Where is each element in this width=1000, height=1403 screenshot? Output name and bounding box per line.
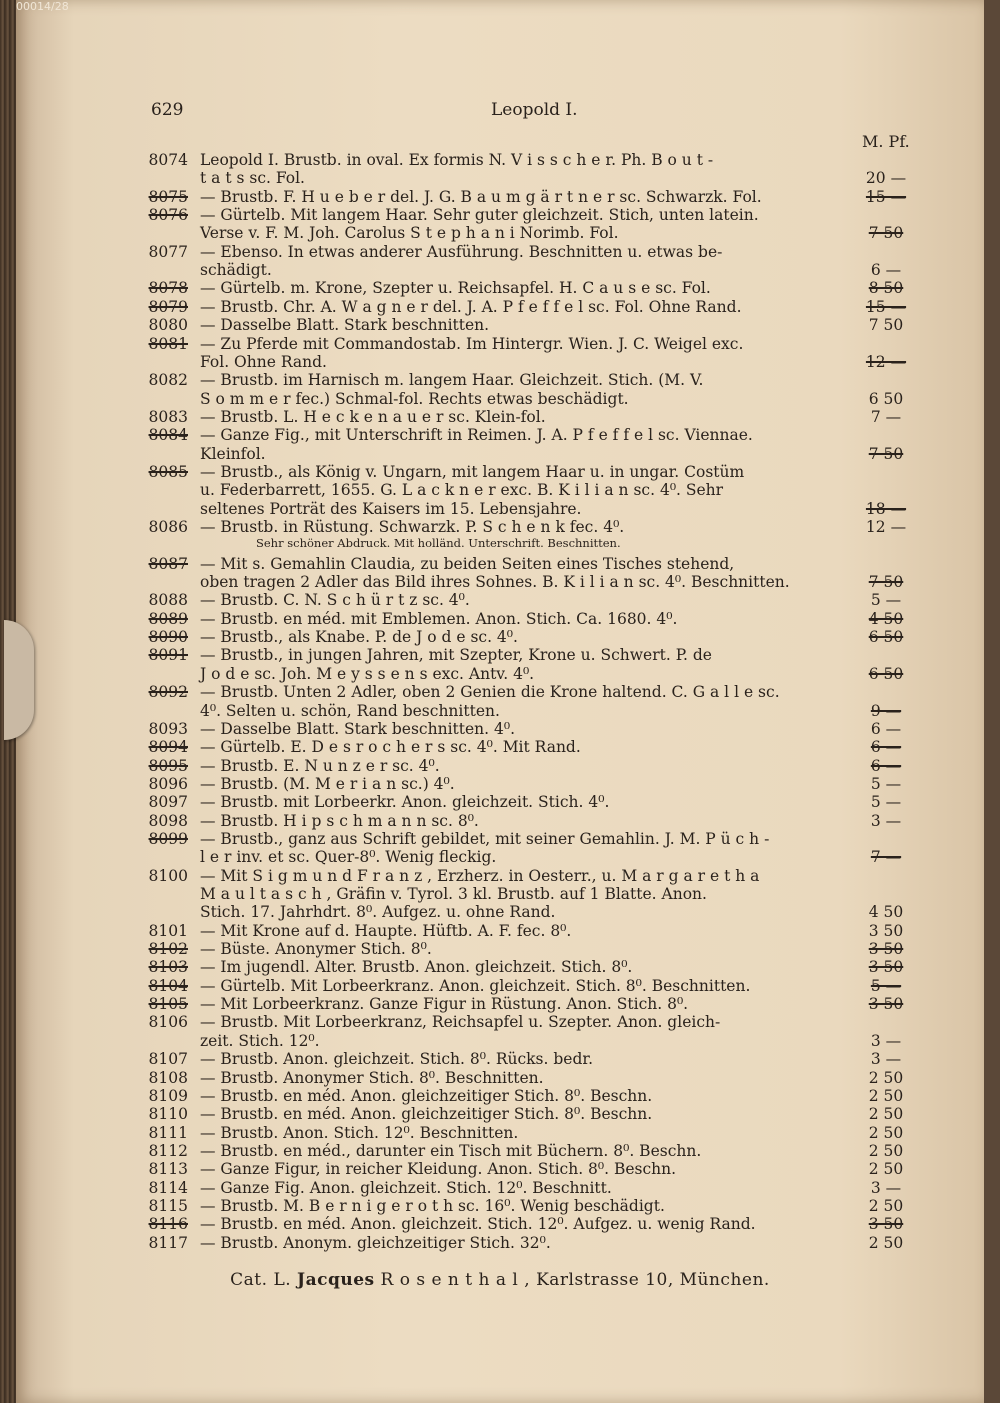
entry-description: — Brustb., in jungen Jahren, mit Szepter, Krone u. Schwert. P. de <box>200 646 712 665</box>
entry-description: — Brustb. en méd. Anon. gleichzeitiger Stich. 8⁰. Beschn. <box>200 1086 653 1105</box>
catalog-entry-line <box>16 775 984 794</box>
entry-description: — Brustb. en méd., darunter ein Tisch mit Büchern. 8⁰. Beschn. <box>200 1141 702 1160</box>
catalog-entry-line <box>16 500 984 519</box>
entry-price: 6 50 <box>868 389 904 408</box>
entry-price: 6 — <box>870 261 902 280</box>
entry-price: 6 50 <box>868 628 904 647</box>
entry-price: 15 — <box>865 187 907 206</box>
entry-number: 8075 <box>148 187 188 206</box>
catalog-entry-line <box>16 1215 984 1234</box>
entry-number: 8109 <box>148 1086 188 1105</box>
entry-number: 8111 <box>148 1123 188 1142</box>
entry-description: — Ganze Fig. Anon. gleichzeit. Stich. 12⁰. Beschnitt. <box>200 1178 612 1197</box>
entry-description: — Brustb. en méd. mit Emblemen. Anon. Stich. Ca. 1680. 4⁰. <box>200 609 678 628</box>
entry-number: 8112 <box>148 1141 188 1160</box>
entry-number: 8097 <box>148 793 188 812</box>
catalog-entry-line <box>16 867 984 886</box>
catalog-entry-line <box>16 1105 984 1124</box>
entry-description: — Mit Krone auf d. Haupte. Hüftb. A. F. fec. 8⁰. <box>200 921 572 940</box>
entry-description: — Gürtelb. Mit Lorbeerkranz. Anon. gleichzeit. Stich. 8⁰. Beschnitten. <box>200 976 751 995</box>
entry-number: 8107 <box>148 1050 188 1069</box>
entry-number: 8113 <box>148 1160 188 1179</box>
catalog-entry-line <box>16 1142 984 1161</box>
entry-description: seltenes Porträt des Kaisers im 15. Lebensjahre. <box>200 499 582 518</box>
entry-description: — Brustb., als Knabe. P. de J o d e sc. 4⁰. <box>200 628 518 647</box>
catalog-entry-line <box>16 261 984 280</box>
catalog-entry-line <box>16 555 984 574</box>
entry-price: 3 50 <box>868 921 904 940</box>
entry-price: 3 — <box>870 1050 902 1069</box>
catalog-entry-line <box>16 426 984 445</box>
catalog-entry-line <box>16 1179 984 1198</box>
entry-price: 3 50 <box>868 940 904 959</box>
entry-price: 15 — <box>865 297 907 316</box>
entry-number: 8077 <box>148 242 188 261</box>
catalog-entry-line <box>16 977 984 996</box>
entry-price: 6 — <box>870 738 902 757</box>
entry-price: 2 50 <box>868 1196 904 1215</box>
entry-description: — Ganze Fig., mit Unterschrift in Reimen. J. A. P f e f f e l sc. Viennae. <box>200 426 753 445</box>
entry-description: — Mit S i g m u n d F r a n z , Erzherz. in Oesterr., u. M a r g a r e t h a <box>200 866 760 885</box>
catalog-entry-line <box>16 463 984 482</box>
entry-number: 8088 <box>148 591 188 610</box>
entry-price: 3 50 <box>868 995 904 1014</box>
entry-description: — Dasselbe Blatt. Stark beschnitten. 4⁰. <box>200 719 515 738</box>
entry-description: — Brustb. Anonymer Stich. 8⁰. Beschnitten. <box>200 1068 544 1087</box>
entry-number: 8083 <box>148 407 188 426</box>
entry-number: 8076 <box>148 206 188 225</box>
entry-description: oben tragen 2 Adler das Bild ihres Sohnes. B. K i l i a n sc. 4⁰. Beschnitten. <box>200 573 790 592</box>
entry-description: — Brustb. Mit Lorbeerkranz, Reichsapfel u. Szepter. Anon. gleich- <box>200 1013 721 1032</box>
entry-number: 8100 <box>148 866 188 885</box>
entry-description: t a t s sc. Fol. <box>200 169 305 188</box>
entry-description: — Büste. Anonymer Stich. 8⁰. <box>200 940 432 959</box>
entry-price: 2 50 <box>868 1123 904 1142</box>
entry-price: 7 50 <box>868 444 904 463</box>
catalog-entry-line <box>16 830 984 849</box>
entry-price: 5 — <box>870 774 902 793</box>
entry-number: 8080 <box>148 316 188 335</box>
entry-number: 8086 <box>148 518 188 536</box>
entry-number: 8108 <box>148 1068 188 1087</box>
entry-description: Stich. 17. Jahrhdrt. 8⁰. Aufgez. u. ohne Rand. <box>200 903 556 922</box>
currency-heading: M. Pf. <box>862 132 910 151</box>
entry-price: 5 — <box>870 591 902 610</box>
entry-price: 6 50 <box>868 664 904 683</box>
entry-number: 8098 <box>148 811 188 830</box>
catalog-page <box>16 0 984 1403</box>
entry-number: 8090 <box>148 628 188 647</box>
entry-price: 7 50 <box>868 316 904 335</box>
entry-description: — Im jugendl. Alter. Brustb. Anon. gleichzeit. Stich. 8⁰. <box>200 958 633 977</box>
entry-number: 8074 <box>148 151 188 169</box>
entry-number: 8106 <box>148 1013 188 1032</box>
entry-number: 8084 <box>148 426 188 445</box>
entry-number: 8085 <box>148 462 188 481</box>
entry-price: 3 — <box>870 1178 902 1197</box>
entry-description: — Brustb. L. H e c k e n a u e r sc. Klein-fol. <box>200 407 546 426</box>
entry-number: 8093 <box>148 719 188 738</box>
catalog-entry-line <box>16 243 984 262</box>
entry-price: 2 50 <box>868 1160 904 1179</box>
entry-description: — Gürtelb. Mit langem Haar. Sehr guter gleichzeit. Stich, unten latein. <box>200 206 759 225</box>
catalog-entry-line <box>16 518 984 537</box>
catalog-entry-line <box>16 665 984 684</box>
catalog-entry-line <box>16 1013 984 1032</box>
entry-price: 12 — <box>865 352 907 371</box>
catalog-entry-line <box>16 646 984 665</box>
entry-price: 6 — <box>870 756 902 775</box>
entry-number: 8089 <box>148 609 188 628</box>
catalog-entry-line <box>16 316 984 335</box>
entry-description: — Brustb. en méd. Anon. gleichzeit. Stich. 12⁰. Aufgez. u. wenig Rand. <box>200 1215 756 1234</box>
entry-description: — Brustb. mit Lorbeerkr. Anon. gleichzeit. Stich. 4⁰. <box>200 793 610 812</box>
catalog-footer <box>16 1270 984 1290</box>
entry-number: 8101 <box>148 921 188 940</box>
entry-price: 12 — <box>865 518 907 536</box>
entry-number: 8095 <box>148 756 188 775</box>
entry-description: 4⁰. Selten u. schön, Rand beschnitten. <box>200 701 500 720</box>
entry-description: Verse v. F. M. Joh. Carolus S t e p h a n i Norimb. Fol. <box>200 224 619 243</box>
entry-description: — Brustb., ganz aus Schrift gebildet, mit seiner Gemahlin. J. M. P ü c h - <box>200 829 770 848</box>
entry-price: 2 50 <box>868 1086 904 1105</box>
entry-note: Sehr schöner Abdruck. Mit holländ. Unterschrift. Beschnitten. <box>256 536 621 551</box>
entry-price: 2 50 <box>868 1233 904 1252</box>
entry-description: — Brustb. F. H u e b e r del. J. G. B a u m g ä r t n e r sc. Schwarzk. Fol. <box>200 187 762 206</box>
entry-price: 9 — <box>870 701 902 720</box>
entry-price: 3 — <box>870 811 902 830</box>
entry-price: 5 — <box>870 793 902 812</box>
entry-number: 8104 <box>148 976 188 995</box>
entry-description: — Brustb. E. N u n z e r sc. 4⁰. <box>200 756 440 775</box>
entry-number: 8078 <box>148 279 188 298</box>
entry-description: u. Federbarrett, 1655. G. L a c k n e r exc. B. K i l i a n sc. 4⁰. Sehr <box>200 481 724 500</box>
catalog-entry-line <box>16 224 984 243</box>
entry-description: l e r inv. et sc. Quer-8⁰. Wenig fleckig. <box>200 848 497 867</box>
catalog-entry-line <box>16 481 984 500</box>
entry-number: 8081 <box>148 334 188 353</box>
entry-price: 6 — <box>870 719 902 738</box>
entry-description: — Ebenso. In etwas anderer Ausführung. Beschnitten u. etwas be- <box>200 242 723 261</box>
entry-number: 8105 <box>148 995 188 1014</box>
entry-number: 8110 <box>148 1105 188 1124</box>
corner-label: 00014/28 <box>16 0 69 13</box>
entry-description: — Brustb. Anonym. gleichzeitiger Stich. 32⁰. <box>200 1233 551 1252</box>
entry-number: 8096 <box>148 774 188 793</box>
catalog-entry-line <box>16 169 984 188</box>
catalog-entry-line <box>16 848 984 867</box>
entry-price: 7 50 <box>868 224 904 243</box>
catalog-entry-line <box>16 1069 984 1088</box>
entry-price: 2 50 <box>868 1105 904 1124</box>
catalog-entry-line <box>16 206 984 225</box>
entry-description: S o m m e r fec.) Schmal-fol. Rechts etwas beschädigt. <box>200 389 629 408</box>
entry-price: 2 50 <box>868 1068 904 1087</box>
entry-description: — Ganze Figur, in reicher Kleidung. Anon. Stich. 8⁰. Beschn. <box>200 1160 677 1179</box>
catalog-entry-line <box>16 188 984 207</box>
catalog-entry-line <box>16 298 984 317</box>
catalog-entry-line <box>16 702 984 721</box>
catalog-entry-line <box>16 610 984 629</box>
page-number: 629 <box>151 100 184 120</box>
catalog-entry-line <box>16 995 984 1014</box>
catalog-entry-line <box>16 1087 984 1106</box>
catalog-entry-line <box>16 1160 984 1179</box>
entry-price: 3 50 <box>868 958 904 977</box>
entry-price: 20 — <box>865 169 907 188</box>
catalog-entry-line <box>16 1032 984 1051</box>
entry-description: — Brustb. Unten 2 Adler, oben 2 Genien die Krone haltend. C. G a l l e sc. <box>200 683 780 702</box>
catalog-entry-line <box>16 793 984 812</box>
entry-description: — Brustb. C. N. S c h ü r t z sc. 4⁰. <box>200 591 470 610</box>
entry-number: 8087 <box>148 554 188 573</box>
entry-description: schädigt. <box>200 261 272 280</box>
entry-number: 8092 <box>148 683 188 702</box>
catalog-entry-line <box>16 1050 984 1069</box>
entry-number: 8091 <box>148 646 188 665</box>
entry-description: — Brustb. Anon. gleichzeit. Stich. 8⁰. Rücks. bedr. <box>200 1050 594 1069</box>
catalog-entry-line <box>16 885 984 904</box>
paper-clip <box>4 620 34 740</box>
catalog-entry-line <box>16 390 984 409</box>
entry-price: 18 — <box>865 499 907 518</box>
entry-number: 8115 <box>148 1196 188 1215</box>
entry-description: — Gürtelb. E. D e s r o c h e r s sc. 4⁰. Mit Rand. <box>200 738 581 757</box>
catalog-entry-line <box>16 536 984 555</box>
footer-name: Jacques <box>297 1270 375 1290</box>
catalog-entry-line <box>16 720 984 739</box>
entry-description: — Gürtelb. m. Krone, Szepter u. Reichsapfel. H. C a u s e sc. Fol. <box>200 279 711 298</box>
entry-number: 8117 <box>148 1233 188 1252</box>
catalog-entry-line <box>16 591 984 610</box>
entry-description: — Brustb. en méd. Anon. gleichzeitiger Stich. 8⁰. Beschn. <box>200 1105 653 1124</box>
entry-price: 7 — <box>870 848 902 867</box>
entry-price: 5 — <box>870 976 902 995</box>
entry-description: — Brustb. (M. M e r i a n sc.) 4⁰. <box>200 774 455 793</box>
entry-description: — Brustb. Anon. Stich. 12⁰. Beschnitten. <box>200 1123 519 1142</box>
catalog-entry-line <box>16 1124 984 1143</box>
entry-description: Fol. Ohne Rand. <box>200 352 327 371</box>
entry-price: 4 50 <box>868 609 904 628</box>
entry-number: 8116 <box>148 1215 188 1234</box>
entry-description: Kleinfol. <box>200 444 266 463</box>
entry-price: 3 50 <box>868 1215 904 1234</box>
catalog-entry-line <box>16 940 984 959</box>
catalog-entry-line <box>16 903 984 922</box>
entry-price: 3 — <box>870 1031 902 1050</box>
entry-description: — Mit Lorbeerkranz. Ganze Figur in Rüstung. Anon. Stich. 8⁰. <box>200 995 689 1014</box>
entry-description: — Brustb. in Rüstung. Schwarzk. P. S c h e n k fec. 4⁰. <box>200 518 625 536</box>
catalog-entry-line <box>16 445 984 464</box>
entry-description: — Mit s. Gemahlin Claudia, zu beiden Seiten eines Tisches stehend, <box>200 554 735 573</box>
entry-number: 8082 <box>148 371 188 390</box>
entry-description: — Dasselbe Blatt. Stark beschnitten. <box>200 316 490 335</box>
entry-description: — Brustb. Chr. A. W a g n e r del. J. A. P f e f f e l sc. Fol. Ohne Rand. <box>200 297 742 316</box>
running-title: Leopold I. <box>491 100 578 120</box>
catalog-entry-line <box>16 335 984 354</box>
entry-description: M a u l t a s c h , Gräfin v. Tyrol. 3 kl. Brustb. auf 1 Blatte. Anon. <box>200 885 707 903</box>
footer-address: R o s e n t h a l , Karlstrasse 10, München. <box>380 1270 770 1290</box>
catalog-entry-line <box>16 371 984 390</box>
entry-description: — Zu Pferde mit Commandostab. Im Hintergr. Wien. J. C. Weigel exc. <box>200 334 744 353</box>
catalog-entry-line <box>16 1197 984 1216</box>
entry-description: — Brustb. M. B e r n i g e r o t h sc. 16⁰. Wenig beschädigt. <box>200 1196 665 1215</box>
catalog-entry-line <box>16 683 984 702</box>
catalog-entry-line <box>16 738 984 757</box>
catalog-entry-line <box>16 408 984 427</box>
entry-description: Leopold I. Brustb. in oval. Ex formis N. V i s s c h e r. Ph. B o u t - <box>200 151 714 169</box>
catalog-entry-line <box>16 812 984 831</box>
catalog-entry-line <box>16 922 984 941</box>
entry-number: 8102 <box>148 940 188 959</box>
entry-number: 8114 <box>148 1178 188 1197</box>
entry-number: 8079 <box>148 297 188 316</box>
catalog-entry-line <box>16 279 984 298</box>
catalog-entry-line <box>16 573 984 592</box>
entry-description: J o d e sc. Joh. M e y s s e n s exc. Antv. 4⁰. <box>200 664 535 683</box>
catalog-entry-line <box>16 151 984 170</box>
catalog-entry-line <box>16 757 984 776</box>
entry-price: 8 50 <box>868 279 904 298</box>
entry-price: 7 — <box>870 407 902 426</box>
catalog-entry-line <box>16 628 984 647</box>
entry-number: 8094 <box>148 738 188 757</box>
entry-price: 2 50 <box>868 1141 904 1160</box>
entry-description: zeit. Stich. 12⁰. <box>200 1031 320 1050</box>
entry-description: — Brustb. im Harnisch m. langem Haar. Gleichzeit. Stich. (M. V. <box>200 371 704 390</box>
catalog-entry-line <box>16 1234 984 1253</box>
entry-price: 7 50 <box>868 573 904 592</box>
catalog-entry-line <box>16 353 984 372</box>
catalog-entry-line <box>16 958 984 977</box>
entry-price: 4 50 <box>868 903 904 922</box>
entry-number: 8099 <box>148 829 188 848</box>
footer-prefix: Cat. L. <box>230 1270 292 1290</box>
entry-description: — Brustb. H i p s c h m a n n sc. 8⁰. <box>200 811 479 830</box>
entry-number: 8103 <box>148 958 188 977</box>
entry-description: — Brustb., als König v. Ungarn, mit langem Haar u. in ungar. Costüm <box>200 462 745 481</box>
